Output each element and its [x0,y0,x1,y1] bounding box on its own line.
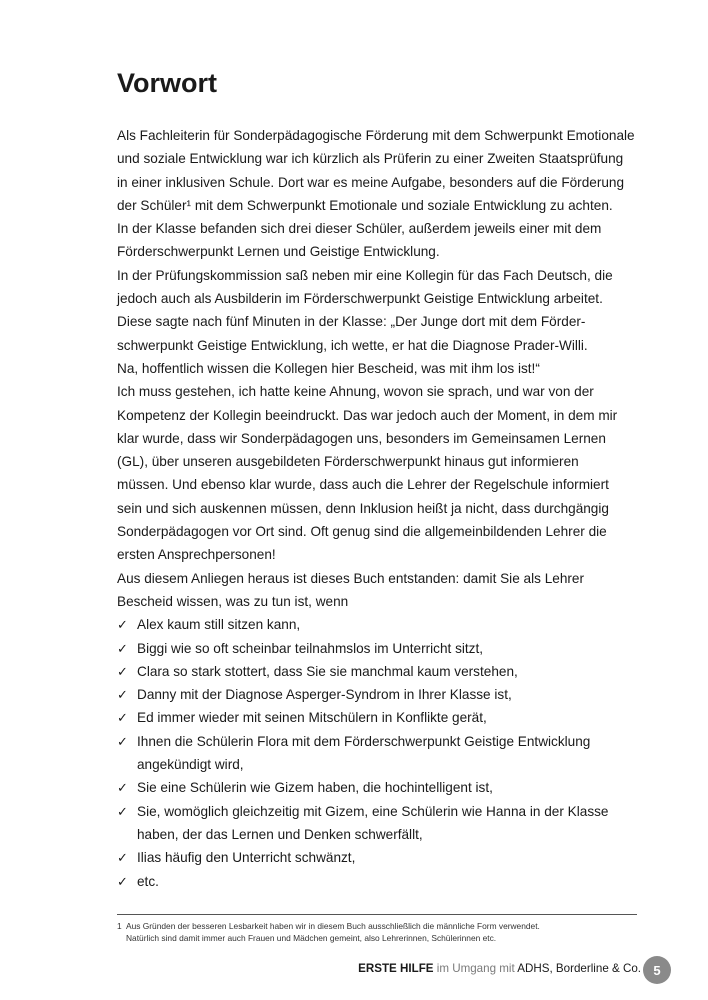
checklist [117,613,637,893]
paragraph-line: Bescheid wissen, was zu tun ist, wenn [117,593,349,609]
paragraph-line: Sonderpädagogen vor Ort sind. Oft genug sind die allgemeinbildenden Lehrer die [117,524,607,540]
checklist-item-text: Ihnen die Schülerin Flora mit dem Förderschwerpunkt Geistige Entwicklung [137,733,591,749]
checklist-item-text: Ed immer wieder mit seinen Mitschülern in Konflikte gerät, [137,710,487,726]
paragraph-line: ersten Ansprechpersonen! [117,547,276,563]
checklist-item [117,776,637,799]
checklist-item-text: Clara so stark stottert, dass Sie sie manchmal kaum verstehen, [137,663,518,679]
footnote-divider [117,914,637,915]
checklist-item-text: Ilias häufig den Unterricht schwänzt, [137,850,356,866]
paragraph-line: sein und sich auskennen müssen, denn Inklusion heißt ja nicht, dass durchgängig [117,500,609,516]
paragraph-line: in einer inklusiven Schule. Dort war es meine Aufgabe, besonders auf die Förderung [117,174,625,190]
checklist-item [117,730,637,777]
footer-topic: ADHS, Borderline & Co. [517,962,641,975]
paragraph-line: Förderschwerpunkt Lernen und Geistige Entwicklung. [117,244,440,260]
footer-series-title: ERSTE HILFE [358,962,434,975]
checkmark-icon: ✓ [117,780,128,796]
checklist-item [117,660,637,683]
paragraph-line: Aus diesem Anliegen heraus ist dieses Buch entstanden: damit Sie als Lehrer [117,570,584,586]
checklist-item-text: Sie eine Schülerin wie Gizem haben, die hochintelligent ist, [137,780,493,796]
footer-connector: im Umgang mit [433,962,518,975]
checkmark-icon: ✓ [117,640,128,656]
footnote-line: Natürlich sind damit immer auch Frauen und Mädchen gemeint, also Lehrerinnen, Schülerinnen etc. [126,933,497,943]
footnote-line: Aus Gründen der besseren Lesbarkeit haben wir in diesem Buch ausschließlich die männliche Form verwendet. [126,921,540,931]
checklist-item-text: Sie, womöglich gleichzeitig mit Gizem, eine Schülerin wie Hanna in der Klasse [137,803,609,819]
checkmark-icon: ✓ [117,873,128,889]
page-number-badge: 5 [643,956,671,984]
checkmark-icon: ✓ [117,687,128,703]
checklist-item-text: Biggi wie so oft scheinbar teilnahmslos im Unterricht sitzt, [137,640,484,656]
checkmark-icon: ✓ [117,663,128,679]
paragraph-line: schwerpunkt Geistige Entwicklung, ich wette, er hat die Diagnose Prader-Willi. [117,337,588,353]
checkmark-icon: ✓ [117,733,128,749]
paragraph-line: In der Klasse befanden sich drei dieser Schüler, außerdem jeweils einer mit dem [117,221,602,237]
checklist-item-text: angekündigt wird, [137,757,244,773]
running-footer [358,962,641,975]
checkmark-icon: ✓ [117,850,128,866]
paragraph-line: jedoch auch als Ausbilderin im Förderschwerpunkt Geistige Entwicklung arbeitet. [117,291,603,307]
paragraph-line: Kompetenz der Kollegin beeindruckt. Das war jedoch auch der Moment, in dem mir [117,407,618,423]
checklist-item [117,613,637,636]
checklist-item [117,800,637,847]
paragraph-line: Als Fachleiterin für Sonderpädagogische Förderung mit dem Schwerpunkt Emotionale [117,128,635,143]
paragraph-line: Ich muss gestehen, ich hatte keine Ahnung, wovon sie sprach, und war von der [117,384,594,400]
footnote-mark: 1 [117,921,122,931]
checkmark-icon: ✓ [117,617,128,633]
checklist-item [117,706,637,729]
checklist-item-text: haben, der das Lernen und Denken schwerfällt, [137,826,423,842]
paragraph-line: klar wurde, dass wir Sonderpädagogen uns, besonders im Gemeinsamen Lernen [117,430,606,446]
paragraph-line: (GL), über unseren ausgebildeten Förderschwerpunkt hinaus gut informieren [117,454,579,470]
intro-paragraph [117,124,637,613]
footnote [117,920,642,944]
paragraph-line: Diese sagte nach fünf Minuten in der Klasse: „Der Junge dort mit dem Förder- [117,314,586,330]
paragraph-line: der Schüler¹ mit dem Schwerpunkt Emotionale und soziale Entwicklung zu achten. [117,197,613,213]
paragraph-line: müssen. Und ebenso klar wurde, dass auch die Lehrer der Regelschule informiert [117,477,609,493]
checklist-item [117,683,637,706]
checklist-item-text: etc. [137,873,159,889]
paragraph-line: In der Prüfungskommission saß neben mir eine Kollegin für das Fach Deutsch, die [117,267,613,283]
checklist-item [117,637,637,660]
checklist-item-text: Alex kaum still sitzen kann, [137,617,301,633]
checkmark-icon: ✓ [117,803,128,819]
paragraph-line: und soziale Entwicklung war ich kürzlich als Prüferin zu einer Zweiten Staatsprüfung [117,151,624,167]
page-title: Vorwort [117,68,217,98]
checklist-item [117,846,637,869]
checklist-item-text: Danny mit der Diagnose Asperger-Syndrom in Ihrer Klasse ist, [137,687,512,703]
checklist-item [117,870,637,893]
paragraph-line: Na, hoffentlich wissen die Kollegen hier Bescheid, was mit ihm los ist!“ [117,360,540,376]
checkmark-icon: ✓ [117,710,128,726]
body-text [117,124,637,893]
